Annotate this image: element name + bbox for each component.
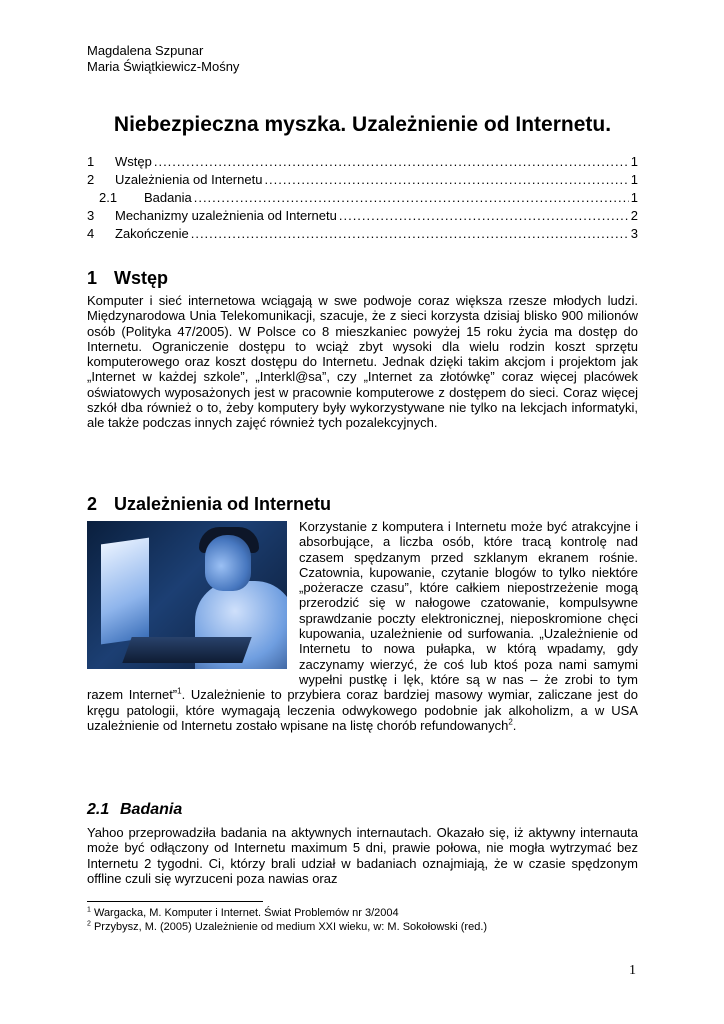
footnotes <box>87 906 487 934</box>
document-title: Niebezpieczna myszka. Uzależnienie od Internetu. <box>113 113 612 136</box>
toc-page: 2 <box>630 208 638 223</box>
footnote-ref[interactable]: 1 <box>177 686 182 696</box>
toc-entry[interactable] <box>87 225 638 243</box>
toc-number: 3 <box>87 208 95 223</box>
person-head <box>205 535 251 591</box>
toc-title: Mechanizmy uzależnienia od Internetu <box>115 208 337 223</box>
section-heading <box>87 267 168 289</box>
subsection-title: Badania <box>120 801 183 818</box>
toc-entry[interactable] <box>87 189 638 207</box>
monitor-screen <box>101 538 149 645</box>
toc-number: 2.1 <box>99 190 118 205</box>
keyboard <box>122 637 251 663</box>
toc-number: 4 <box>87 226 95 241</box>
subsection-heading <box>87 800 182 820</box>
toc-title: Zakończenie <box>115 226 189 241</box>
table-of-contents <box>87 153 638 243</box>
section-title: Uzależnienia od Internetu <box>114 494 332 514</box>
toc-title: Uzależnienia od Internetu <box>115 172 263 187</box>
section-paragraph: Yahoo przeprowadziła badania na aktywnych internautach. Okazało się, iż aktywny internauta może być odłączony od Internetu maximum 5 dni, prawie połowa, nie mogła wytrzymać bez Internetu 2 tygodni. Ci, którzy brali udział w badaniach oznajmiają, że w czasie spędzonym offline czuli się wyrzuceni poza nawias oraz <box>87 825 638 886</box>
toc-number: 1 <box>87 154 95 169</box>
toc-number: 2 <box>87 172 95 187</box>
section-paragraph <box>87 519 638 733</box>
toc-entry[interactable] <box>87 207 638 225</box>
toc-leader <box>264 171 628 189</box>
toc-leader <box>154 153 629 171</box>
toc-page: 1 <box>630 154 638 169</box>
footnote-separator <box>87 901 263 902</box>
author-name: Magdalena Szpunar <box>87 43 204 58</box>
person-at-computer-image <box>87 521 287 669</box>
footnote-mark: 1 <box>87 906 91 914</box>
toc-leader <box>194 189 629 207</box>
footnote-text: Przybysz, M. (2005) Uzależnienie od medium XXI wieku, w: M. Sokołowski (red.) <box>93 921 488 933</box>
footnote-text: Wargacka, M. Komputer i Internet. Świat Problemów nr 3/2004 <box>93 907 399 919</box>
section-paragraph: Komputer i sieć internetowa wciągają w swe podwoje coraz większa rzesze młodych ludzi. Międzynarodowa Unia Telekomunikacji, szacuje, że z sieci korzysta dzisiaj blisko 900 milionów osób (Polityka 47/2005). W Polsce co 8 mieszkaniec powyżej 15 roku życia ma dostęp do Internetu. Ograniczenie dostępu to wciąż zbyt wysoki dla wielu rodzin koszt sprzętu komputerowego oraz koszt dostępu do Internetu. Jednak dzięki takim akcjom i projektom jak „Internet w każdej szkole”, „Interkl@sa”, czy „Internet za złotówkę” coraz więcej placówek oświatowych wyposażonych jest w pracownie komputerowe z dostępem do sieci. Coraz więcej szkół dba również o to, żeby komputery były wykorzystywane nie tylko na lekcjach informatyki, ale także podczas innych zajęć również tych pozalekcyjnych. <box>87 293 638 431</box>
section-number: 1 <box>87 268 98 288</box>
toc-entry[interactable] <box>87 153 638 171</box>
authors <box>87 43 239 75</box>
toc-leader <box>339 207 629 225</box>
section-number: 2 <box>87 494 98 514</box>
toc-page: 1 <box>630 172 638 187</box>
toc-page: 3 <box>630 226 638 241</box>
footnote-mark: 2 <box>87 920 91 928</box>
page-number: 1 <box>629 963 636 978</box>
footnote-ref[interactable]: 2 <box>508 717 513 727</box>
paragraph-text: . Uzależnienie to przybiera coraz bardziej masowy wymiar, zaliczane jest do kręgu patologii, które wymagają leczenia odwykowego podobnie jak alkoholizm, a w USA uzależnienie od Internetu zostało wpisane na listę chorób refundowanych <box>87 687 638 733</box>
toc-page: 1 <box>630 190 638 205</box>
toc-title: Wstęp <box>115 154 152 169</box>
toc-entry[interactable] <box>87 171 638 189</box>
author-name: Maria Świątkiewicz-Mośny <box>87 59 240 74</box>
section-heading <box>87 493 331 515</box>
footnote <box>87 906 487 920</box>
section-title: Wstęp <box>114 268 168 288</box>
paragraph-text: Korzystanie z komputera i Internetu może być atrakcyjne i absorbujące, a liczba osób, które tracą kontrolę nad czasem spędzanym przed szklanym ekranem rośnie. Czatownia, kupowanie, czytanie blogów to tylko niektóre „pożeracze czasu”, które całkiem niepostrzeżenie mogą przerodzić się w nałogowe czatowanie, kompulsywne sprawdzanie poczty elektronicznej, nieposkromione chęci kupowania, uzależnienie od surfowania. „Uzależnienie od Internetu to nowa pułapka, w którą wpadamy, gdy zaczynamy wierzyć, że coś lub ktoś poza nami samymi wypełni pustkę i lęk, które są w nas – że zrobi to tym razem Internet” <box>87 519 638 703</box>
toc-leader <box>191 225 629 243</box>
paragraph-text: . <box>512 717 517 733</box>
subsection-number: 2.1 <box>87 801 110 818</box>
document-page <box>87 0 638 1024</box>
footnote <box>87 920 487 934</box>
toc-title: Badania <box>144 190 192 205</box>
